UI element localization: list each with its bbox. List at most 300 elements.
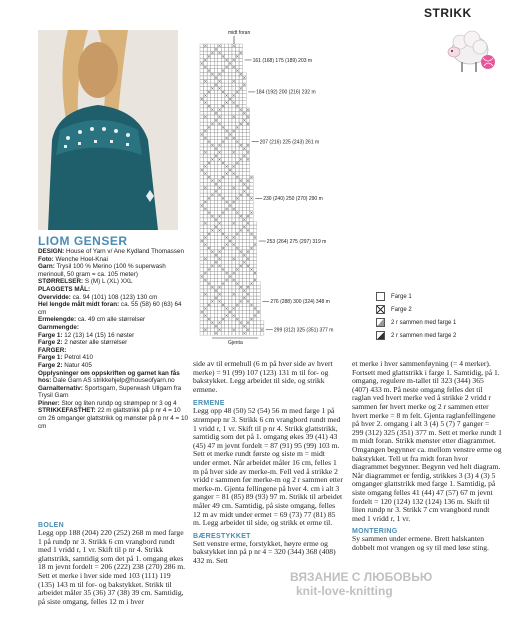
stitch-mark: [250, 268, 252, 270]
stitch-mark: [225, 101, 227, 103]
stitch-mark: [247, 123, 249, 125]
stitch-mark: [204, 80, 206, 82]
stitch-mark: [208, 105, 210, 107]
stitch-mark: [215, 84, 217, 86]
sweater-photo: [38, 30, 178, 230]
stitch-mark: [204, 172, 206, 174]
stitch-mark: [247, 300, 249, 302]
pinner-label: Pinner:: [38, 399, 60, 407]
legend-label: 2 r sammen med farge 2: [391, 332, 457, 339]
stitch-mark: [222, 176, 224, 178]
stitch-mark: [243, 219, 245, 221]
stitch-mark: [201, 204, 203, 206]
stitch-mark: [240, 87, 242, 89]
montering-text: Sy sammen under ermene. Brett halskanten dobbelt mot vrangen og sy til med løse sting.: [352, 534, 489, 552]
stitch-mark: [243, 226, 245, 228]
stitch-mark: [218, 293, 220, 295]
stitch-mark: [243, 155, 245, 157]
stitch-mark: [222, 105, 224, 107]
overvidde-value: ca. 94 (101) 108 (123) 130 cm: [72, 293, 158, 301]
stitch-mark: [240, 300, 242, 302]
stitch-mark: [208, 247, 210, 249]
garnmengde-label: Garnmengde:: [38, 323, 79, 331]
stitch-mark: [204, 45, 206, 47]
stitch-mark: [233, 187, 235, 189]
stitch-mark: [204, 201, 206, 203]
stitch-mark: [254, 314, 256, 316]
stitch-mark: [250, 176, 252, 178]
stitch-mark: [247, 322, 249, 324]
stitch-mark: [204, 94, 206, 96]
stitch-mark: [247, 144, 249, 146]
garn-label: Garn:: [38, 263, 55, 271]
stitch-mark: [222, 69, 224, 71]
stitch-mark: [211, 52, 213, 54]
stitch-mark: [218, 45, 220, 47]
stitch-mark: [225, 272, 227, 274]
stitch-mark: [250, 318, 252, 320]
stitch-mark: [250, 233, 252, 235]
stitch-mark: [215, 226, 217, 228]
stitch-mark: [233, 137, 235, 139]
triangle-square-icon: [376, 318, 385, 327]
stitch-mark: [222, 247, 224, 249]
stitch-mark: [236, 105, 238, 107]
bolen-continued-text: side av til ermehull (6 m på hver side av hvert merke) = 91 (99) 107 (123) 131 m til for- og bakstykket. Legg arbeidet til side, og strikk ermene.: [193, 359, 333, 394]
stitch-mark: [254, 279, 256, 281]
stitch-mark: [240, 215, 242, 217]
garnalt-label: Garnalternativ:: [38, 384, 83, 392]
pinner-value: Stor og liten rundp og strømpep nr 3 og 4: [61, 399, 177, 407]
stitch-mark: [250, 211, 252, 213]
size-stitch-label: 230 (240) 250 (270) 290 m: [263, 196, 323, 203]
barestykket-heading: BÆRESTYKKET: [193, 532, 251, 540]
stitch-mark: [233, 307, 235, 309]
stitch-mark: [208, 126, 210, 128]
farge1b-label: Farge 1:: [38, 354, 63, 362]
stitch-mark: [222, 282, 224, 284]
legend-item: [376, 329, 456, 342]
stitch-mark: [204, 130, 206, 132]
ermelengde-label: Ermelengde:: [38, 316, 77, 324]
stitch-mark: [240, 286, 242, 288]
stitch-mark: [236, 140, 238, 142]
stitch-mark: [247, 187, 249, 189]
stitch-mark: [218, 251, 220, 253]
stitch-mark: [211, 229, 213, 231]
stitch-mark: [222, 162, 224, 164]
stitch-mark: [233, 272, 235, 274]
stitch-mark: [247, 329, 249, 331]
stitch-mark: [240, 52, 242, 54]
farge1-label: Farge 1:: [38, 331, 63, 339]
stitch-mark: [225, 208, 227, 210]
stitch-mark: [240, 229, 242, 231]
stitch-mark: [215, 254, 217, 256]
overvidde-label: Overvidde:: [38, 293, 71, 301]
stitch-mark: [236, 247, 238, 249]
stitch-mark: [225, 243, 227, 245]
lengde-label: Hel lengde målt midt foran:: [38, 301, 120, 309]
stitch-mark: [236, 233, 238, 235]
stitch-mark: [233, 66, 235, 68]
stitch-mark: [211, 194, 213, 196]
stitch-mark: [250, 197, 252, 199]
stitch-mark: [218, 151, 220, 153]
stitch-mark: [247, 109, 249, 111]
stitch-mark: [218, 300, 220, 302]
stitch-mark: [233, 222, 235, 224]
stitch-mark: [233, 116, 235, 118]
oppskrift-value: Dale Garn AS strikkehjelp@houseofyarn.no: [53, 377, 175, 385]
stitch-mark: [236, 282, 238, 284]
chart-grid: [200, 44, 264, 335]
legend-label: 2 r sammen med farge 1: [391, 319, 457, 326]
size-stitch-label: 161 (168) 175 (189) 203 m: [252, 57, 313, 64]
stitch-mark: [218, 158, 220, 160]
stitch-mark: [243, 112, 245, 114]
stitch-mark: [225, 94, 227, 96]
stitch-mark: [211, 109, 213, 111]
watermark-line1: ВЯЗАНИЕ С ЛЮБОВЬЮ: [290, 570, 433, 584]
legend-label: Farge 2: [391, 306, 412, 313]
stitch-mark: [233, 165, 235, 167]
stitch-mark: [211, 300, 213, 302]
stitch-mark: [225, 172, 227, 174]
stitch-mark: [204, 272, 206, 274]
stitch-mark: [236, 55, 238, 57]
ermene-heading: ERMENE: [193, 400, 225, 408]
farge2b-value: Natur 405: [64, 361, 92, 369]
stitch-mark: [233, 94, 235, 96]
stitch-mark: [243, 77, 245, 79]
stitch-mark: [247, 194, 249, 196]
stitch-mark: [247, 116, 249, 118]
stitch-mark: [247, 229, 249, 231]
farge1-value: 12 (13) 14 (15) 16 nøster: [64, 331, 135, 339]
storrelser-value: S (M) L (XL) XXL: [84, 278, 133, 286]
stitch-mark: [201, 133, 203, 135]
stitch-mark: [222, 55, 224, 57]
knitting-chart: [188, 30, 378, 355]
stitch-mark: [240, 265, 242, 267]
stitch-mark: [236, 126, 238, 128]
stitch-mark: [215, 219, 217, 221]
stitch-mark: [218, 222, 220, 224]
stitch-mark: [229, 98, 231, 100]
stitch-mark: [215, 332, 217, 334]
stitch-mark: [225, 130, 227, 132]
foto-label: Foto:: [38, 255, 54, 263]
stitch-mark: [204, 329, 206, 331]
stitch-mark: [236, 318, 238, 320]
garn-value: Trysil 100 % Merino (100 % superwash merinoull, 50 gram = ca. 105 meter): [38, 263, 166, 278]
stitch-mark: [204, 101, 206, 103]
fasthet-label: STRIKKEFASTHET:: [38, 407, 96, 415]
stitch-mark: [222, 140, 224, 142]
stitch-mark: [218, 80, 220, 82]
stitch-mark: [225, 201, 227, 203]
stitch-mark: [215, 48, 217, 50]
stitch-mark: [250, 282, 252, 284]
stitch-mark: [225, 314, 227, 316]
stitch-mark: [233, 130, 235, 132]
stitch-mark: [257, 311, 259, 313]
stitch-mark: [218, 329, 220, 331]
stitch-mark: [204, 66, 206, 68]
plagg-label: PLAGGETS MÅL:: [38, 285, 91, 293]
stitch-mark: [233, 151, 235, 153]
stitch-mark: [211, 73, 213, 75]
watermark-line2: knit-love-knitting: [296, 584, 393, 598]
stitch-mark: [229, 240, 231, 242]
stitch-mark: [250, 247, 252, 249]
garnalt-value: Sportsgarn, Superwash Ullgarn fra Trysil Garn: [38, 384, 182, 400]
stitch-mark: [243, 332, 245, 334]
stitch-mark: [222, 304, 224, 306]
stitch-mark: [240, 251, 242, 253]
stitch-mark: [218, 194, 220, 196]
stitch-mark: [236, 91, 238, 93]
stitch-mark: [215, 183, 217, 185]
lengde-value: ca. 55 (58) 60 (63) 64 cm: [38, 301, 182, 316]
stitch-mark: [201, 98, 203, 100]
stitch-mark: [247, 180, 249, 182]
stitch-mark: [204, 208, 206, 210]
gjenta-label: Gjenta: [228, 340, 243, 346]
stitch-mark: [204, 314, 206, 316]
stitch-mark: [243, 254, 245, 256]
stitch-mark: [240, 73, 242, 75]
stitch-mark: [247, 151, 249, 153]
stitch-mark: [218, 144, 220, 146]
stitch-mark: [218, 123, 220, 125]
stitch-mark: [236, 69, 238, 71]
stitch-mark: [211, 265, 213, 267]
montering-heading: MONTERING: [352, 528, 398, 536]
midt-foran-label: midt foran: [228, 30, 251, 36]
stitch-mark: [204, 293, 206, 295]
stitch-mark: [240, 144, 242, 146]
size-stitch-label: 207 (216) 225 (243) 261 m: [259, 139, 320, 146]
stitch-mark: [229, 275, 231, 277]
stitch-mark: [254, 236, 256, 238]
stitch-mark: [247, 293, 249, 295]
stitch-mark: [204, 222, 206, 224]
stitch-mark: [247, 286, 249, 288]
stitch-mark: [208, 162, 210, 164]
stitch-mark: [222, 197, 224, 199]
design-label: DESIGN:: [38, 248, 65, 255]
stitch-mark: [215, 261, 217, 263]
farge1b-value: Petrol 410: [64, 354, 93, 362]
stitch-mark: [204, 165, 206, 167]
stitch-mark: [233, 172, 235, 174]
stitch-mark: [240, 123, 242, 125]
stitch-mark: [222, 233, 224, 235]
legend-item: [376, 303, 456, 316]
stitch-mark: [240, 158, 242, 160]
legend-label: Farge 1: [391, 293, 412, 300]
pattern-info: [38, 248, 188, 430]
stitch-mark: [218, 73, 220, 75]
stitch-mark: [218, 286, 220, 288]
stitch-mark: [208, 69, 210, 71]
stitch-mark: [204, 243, 206, 245]
stitch-mark: [243, 84, 245, 86]
stitch-mark: [204, 151, 206, 153]
size-stitch-label: 299 (312) 325 (351) 377 m: [273, 327, 334, 334]
stitch-mark: [247, 251, 249, 253]
stitch-mark: [236, 176, 238, 178]
column-bolen: [38, 522, 188, 606]
ermene-text: Legg opp 48 (50) 52 (54) 56 m med farge 1 på strømpep nr 3. Strikk 6 cm vrangbord rundt med 1 vridd r, 1 vr. Skift til p nr 4. Strikk glattstrikk, samtidig som det på 1. omgang økes 39 (41) 43 (45) 47 m jevnt fordelt = 87 (91) 95 (99) 103 m. Sett et merke rundt første og siste m = midt under ermet. Når arbeidet måler 16 cm, felles 1 m på hver side av merke-m. Fell ved å strikke 2 vridd r sammen før merke-m og 2 r sammen etter merke-m. Gjenta fellingene på hver 4. cm i alt 3 ganger = 81 (85) 89 (93) 97 m. Strikk til arbeidet måler 49 cm. Samtidig, på siste omgang, felles 12 m av midt under ermet = 69 (73) 77 (81) 85 m. Legg arbeidet til side, og strikk et erme til.: [193, 406, 343, 528]
barestykket-continued-text: et merke i hver sammenføyning (= 4 merker). Fortsett med glattstrikk i farge 1. Samtidig, på 1. omgang, regulere m-tallet til 323 (344) 365 (407) 433 m. På neste omgang felles det til raglan ved hvert merke ved å strikke 2 vridd r sammen før hvert merke og 2 r sammen etter hvert merke = 8 m felt. Gjenta raglanfellingene på hver 2. omgang i alt 3 (4) 5 (7) 7 ganger = 299 (312) 325 (351) 377 m. Sett et merke rundt 1 m midt foran. Strikk mønster etter diagrammet. Omgangen begynner ca. mellom venstre erme og bakstykket. Tell ut fra midt foran hvor diagrammet begynner. Begynn ved helt diagram. Når diagrammet er ferdig, strikkes 3 (3) 4 (3) 5 omganger glattstrikk med farge 1. Samtidig, på siste omgang felles 41 (44) 47 (57) 67 m jevnt fordelt = 120 (124) 132 (124) 136 m. Skift til liten rundp nr 3. Strikk 7 cm vrangbord rundt med 1 vridd r, 1 vr.: [352, 359, 502, 523]
stitch-mark: [233, 314, 235, 316]
stitch-mark: [208, 304, 210, 306]
stitch-mark: [201, 311, 203, 313]
stitch-mark: [233, 45, 235, 47]
stitch-mark: [211, 123, 213, 125]
stitch-mark: [240, 194, 242, 196]
stitch-mark: [208, 268, 210, 270]
sheep-mascot-icon: [440, 22, 500, 77]
farge2-value: 2 nøster alle størrelser: [64, 339, 128, 347]
stitch-mark: [233, 279, 235, 281]
stitch-mark: [247, 222, 249, 224]
stitch-mark: [204, 187, 206, 189]
stitch-mark: [215, 290, 217, 292]
stitch-mark: [233, 236, 235, 238]
stitch-mark: [218, 229, 220, 231]
stitch-mark: [201, 275, 203, 277]
stitch-mark: [215, 190, 217, 192]
stitch-mark: [211, 322, 213, 324]
farger-label: FARGER:: [38, 346, 67, 354]
bolen-heading: BOLEN: [38, 522, 64, 529]
stitch-mark: [233, 243, 235, 245]
triangle-square-dark-icon: [376, 331, 385, 340]
stitch-mark: [225, 59, 227, 61]
stitch-mark: [240, 180, 242, 182]
stitch-mark: [208, 176, 210, 178]
stitch-mark: [233, 80, 235, 82]
stitch-mark: [211, 251, 213, 253]
stitch-mark: [204, 236, 206, 238]
stitch-mark: [247, 158, 249, 160]
stitch-mark: [233, 258, 235, 260]
stitch-mark: [240, 109, 242, 111]
stitch-mark: [201, 240, 203, 242]
stitch-mark: [243, 119, 245, 121]
ermelengde-value: ca. 49 cm alle størrelser: [77, 316, 146, 324]
stitch-mark: [211, 158, 213, 160]
stitch-mark: [211, 87, 213, 89]
stitch-mark: [218, 258, 220, 260]
stitch-mark: [218, 215, 220, 217]
farge2b-label: Farge 2:: [38, 361, 63, 369]
stitch-mark: [236, 162, 238, 164]
stitch-mark: [225, 165, 227, 167]
legend-item: [376, 316, 456, 329]
farge2-label: Farge 2:: [38, 339, 63, 347]
size-stitch-label: 184 (192) 200 (216) 232 m: [256, 89, 316, 96]
stitch-mark: [229, 133, 231, 135]
stitch-mark: [243, 261, 245, 263]
stitch-mark: [218, 52, 220, 54]
stitch-mark: [204, 279, 206, 281]
stitch-mark: [236, 211, 238, 213]
stitch-mark: [254, 307, 256, 309]
stitch-mark: [222, 318, 224, 320]
chart-legend: [376, 290, 456, 342]
stitch-mark: [233, 293, 235, 295]
stitch-mark: [247, 215, 249, 217]
stitch-mark: [208, 233, 210, 235]
empty-square-icon: [376, 292, 385, 301]
stitch-mark: [229, 204, 231, 206]
stitch-mark: [261, 329, 263, 331]
stitch-mark: [243, 325, 245, 327]
stitch-mark: [215, 112, 217, 114]
stitch-mark: [222, 91, 224, 93]
stitch-mark: [215, 77, 217, 79]
stitch-mark: [233, 208, 235, 210]
stitch-mark: [233, 329, 235, 331]
stitch-mark: [254, 243, 256, 245]
stitch-mark: [201, 169, 203, 171]
stitch-mark: [222, 126, 224, 128]
stitch-mark: [211, 180, 213, 182]
stitch-mark: [225, 279, 227, 281]
oppskrift-label: Opplysninger om oppskriften og garnet kan fås hos:: [38, 369, 180, 385]
stitch-mark: [243, 290, 245, 292]
stitch-mark: [204, 137, 206, 139]
stitch-mark: [243, 183, 245, 185]
stitch-mark: [204, 258, 206, 260]
stitch-mark: [247, 265, 249, 267]
stitch-mark: [233, 59, 235, 61]
stitch-mark: [243, 297, 245, 299]
stitch-mark: [218, 265, 220, 267]
stitch-mark: [250, 304, 252, 306]
stitch-mark: [208, 55, 210, 57]
stitch-mark: [201, 62, 203, 64]
stitch-mark: [236, 268, 238, 270]
stitch-mark: [204, 59, 206, 61]
stitch-mark: [215, 325, 217, 327]
stitch-mark: [204, 307, 206, 309]
stitch-mark: [211, 286, 213, 288]
stitch-mark: [225, 307, 227, 309]
stitch-mark: [243, 190, 245, 192]
stitch-mark: [254, 272, 256, 274]
stitch-mark: [218, 322, 220, 324]
stitch-mark: [225, 236, 227, 238]
stitch-mark: [208, 318, 210, 320]
size-stitch-label: 253 (264) 275 (297) 319 m: [266, 238, 327, 245]
stitch-mark: [215, 148, 217, 150]
stitch-mark: [208, 140, 210, 142]
size-stitch-label: 276 (288) 300 (324) 348 m: [270, 299, 330, 306]
stitch-mark: [247, 258, 249, 260]
stitch-mark: [225, 66, 227, 68]
design-value: House of Yarn v/ Ane Kydland Thomassen: [66, 248, 184, 255]
stitch-mark: [218, 116, 220, 118]
bolen-text: Legg opp 188 (204) 220 (252) 268 m med farge 1 på rundp nr 3. Strikk 6 cm vrangbord rundt med 1 vridd r, 1 vr. Skift til p nr 4. Strikk glattstrikk, samtidig som det på 1. omgang økes 18 m jevnt fordelt = 206 (222) 238 (270) 286 m. Sett et merke i hver side med 103 (111) 119 (135) 143 m til for- og bakstykket. Strikk til arbeidet måler 35 (36) 37 (38) 39 cm. Samtidig, på siste omgang, felles 12 m i hver: [38, 528, 186, 606]
storrelser-label: STØRRELSER:: [38, 278, 84, 286]
barestykket-text: Sett venstre erme, forstykket, høyre erme og bakstykket inn på p nr 4 = 320 (344) 368 (408) 432 m. Sett: [193, 538, 336, 565]
